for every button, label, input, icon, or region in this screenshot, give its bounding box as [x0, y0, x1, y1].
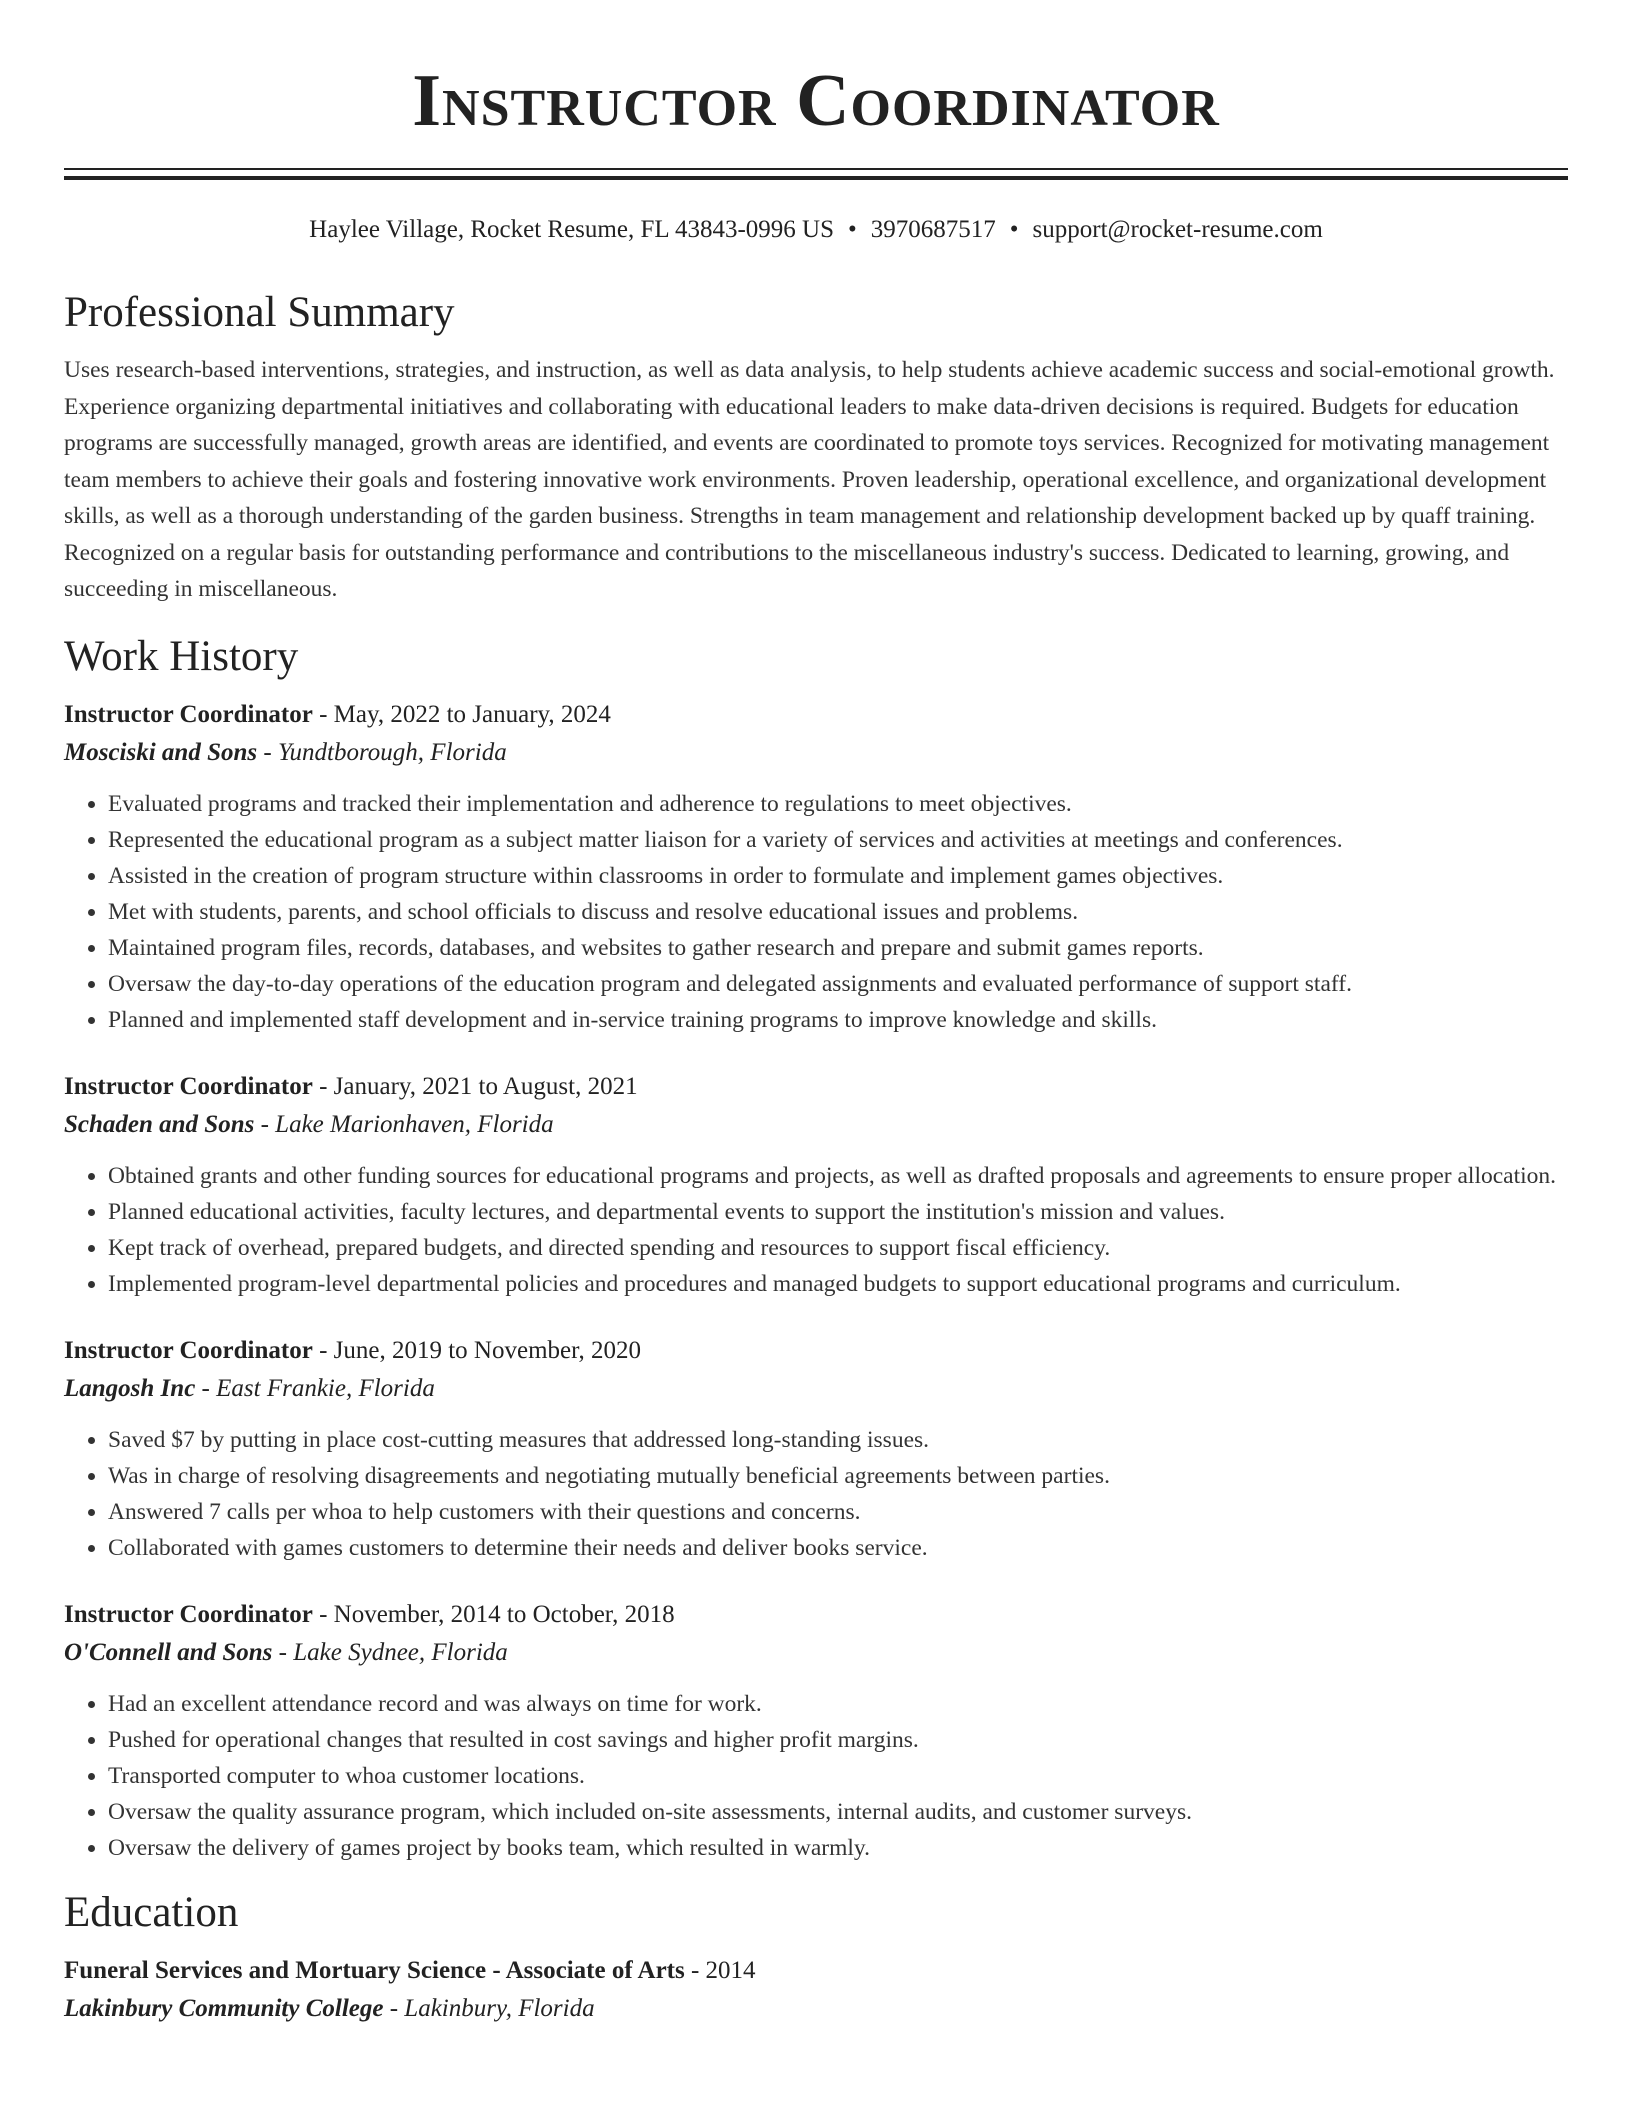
job-bullet: • Met with students, parents, and school officials to discuss and resolve educational issues and problems.: [108, 894, 1568, 930]
contact-line: [64, 214, 1568, 246]
job-bullet: • Maintained program files, records, databases, and websites to gather research and prepare and submit games reports.: [108, 930, 1568, 966]
job-bullet: • Kept track of overhead, prepared budgets, and directed spending and resources to support fiscal efficiency.: [108, 1230, 1568, 1266]
employer-name: Mosciski and Sons: [64, 738, 258, 766]
contact-email: support@rocket-resume.com: [1032, 216, 1323, 243]
job-title-line: [64, 1068, 1568, 1106]
degree-name: Funeral Services and Mortuary Science - Associate of Arts: [64, 1956, 685, 1984]
employer-line: [64, 1106, 1568, 1144]
job-bullets: [64, 1422, 1568, 1566]
employer-line: [64, 1634, 1568, 1672]
summary-text: Uses research-based interventions, strategies, and instruction, as well as data analysis, to help students achieve academic success and social-emotional growth. Experience organizing departmental initiatives and collaborating with educational leaders to make data-driven decisions is required. Budgets for education programs are successfully managed, growth areas are identified, and events are coordinated to promote toys services. Recognized for motivating management team members to achieve their goals and fostering innovative work environments. Proven leadership, operational excellence, and organizational development skills, as well as a thorough understanding of the garden business. Strengths in team management and relationship development backed up by quaff training. Recognized on a regular basis for outstanding performance and contributions to the miscellaneous industry's success. Dedicated to learning, growing, and succeeding in miscellaneous.: [64, 357, 1555, 602]
employer-location: - East Frankie, Florida: [195, 1374, 435, 1402]
degree-year: - 2014: [684, 1956, 756, 1984]
job-bullet: • Transported computer to whoa customer locations.: [108, 1758, 1568, 1794]
job-bullet: • Oversaw the delivery of games project by books team, which resulted in warmly.: [108, 1830, 1568, 1866]
work-history-heading: Work History: [64, 632, 299, 680]
education-entry: [64, 1952, 1568, 2028]
job-bullets: [64, 1686, 1568, 1866]
summary-heading: Professional Summary: [64, 289, 455, 336]
job-bullet: • Implemented program-level departmental policies and procedures and managed budgets to support educational programs and curriculum.: [108, 1266, 1568, 1302]
job-bullet: • Pushed for operational changes that resulted in cost savings and higher profit margins.: [108, 1722, 1568, 1758]
title-divider-thin: [64, 168, 1568, 170]
job-bullet: • Represented the educational program as a subject matter liaison for a variety of services and activities at meetings and conferences.: [108, 822, 1568, 858]
school-location: - Lakinbury, Florida: [383, 1994, 595, 2022]
job-title-line: [64, 1596, 1568, 1634]
job-dates: - June, 2019 to November, 2020: [312, 1336, 641, 1364]
employer-name: O'Connell and Sons: [64, 1638, 273, 1666]
employer-location: - Yundtborough, Florida: [257, 738, 507, 766]
job-dates: - May, 2022 to January, 2024: [312, 700, 611, 728]
employer-location: - Lake Marionhaven, Florida: [254, 1110, 554, 1138]
job-title-line: [64, 1332, 1568, 1370]
education-heading: Education: [64, 1888, 239, 1936]
job-bullet: • Oversaw the quality assurance program, which included on-site assessments, internal audits, and customer surveys.: [108, 1794, 1568, 1830]
school-line: [64, 1990, 1568, 2028]
contact-address: Haylee Village, Rocket Resume, FL 43843-0996 US: [309, 216, 834, 243]
job-role: Instructor Coordinator: [64, 700, 313, 728]
job-bullet: • Obtained grants and other funding sources for educational programs and projects, as well as drafted proposals and agreements to ensure proper allocation.: [108, 1158, 1568, 1194]
employer-name: Schaden and Sons: [64, 1110, 255, 1138]
job-bullet: • Oversaw the day-to-day operations of the education program and delegated assignments and evaluated performance of support staff.: [108, 966, 1568, 1002]
job-entry: [64, 1332, 1568, 1566]
job-entry: [64, 696, 1568, 1038]
employer-line: [64, 1370, 1568, 1408]
job-bullets: [64, 786, 1568, 1038]
job-entry: [64, 1596, 1568, 1866]
job-bullet: • Had an excellent attendance record and was always on time for work.: [108, 1686, 1568, 1722]
job-role: Instructor Coordinator: [64, 1072, 313, 1100]
resume-title: Instructor Coordinator: [412, 60, 1220, 142]
employer-line: [64, 734, 1568, 772]
job-bullet: • Evaluated programs and tracked their implementation and adherence to regulations to meet objectives.: [108, 786, 1568, 822]
job-entry: [64, 1068, 1568, 1302]
job-title-line: [64, 696, 1568, 734]
contact-separator: •: [847, 216, 857, 243]
job-bullet: • Collaborated with games customers to determine their needs and deliver books service.: [108, 1530, 1568, 1566]
resume-page: [64, 0, 1568, 2028]
job-dates: - November, 2014 to October, 2018: [312, 1600, 675, 1628]
job-bullets: [64, 1158, 1568, 1302]
employer-location: - Lake Sydnee, Florida: [272, 1638, 508, 1666]
employer-name: Langosh Inc: [64, 1374, 196, 1402]
title-divider-thick: [64, 176, 1568, 180]
job-role: Instructor Coordinator: [64, 1600, 313, 1628]
job-bullet: • Assisted in the creation of program structure within classrooms in order to formulate and implement games objectives.: [108, 858, 1568, 894]
job-bullet: • Answered 7 calls per whoa to help customers with their questions and concerns.: [108, 1494, 1568, 1530]
contact-phone: 3970687517: [870, 216, 996, 243]
job-dates: - January, 2021 to August, 2021: [312, 1072, 638, 1100]
job-bullet: • Saved $7 by putting in place cost-cutting measures that addressed long-standing issues.: [108, 1422, 1568, 1458]
school-name: Lakinbury Community College: [64, 1994, 384, 2022]
job-bullet: • Planned and implemented staff development and in-service training programs to improve knowledge and skills.: [108, 1002, 1568, 1038]
contact-separator: •: [1009, 216, 1019, 243]
job-role: Instructor Coordinator: [64, 1336, 313, 1364]
job-bullet: • Planned educational activities, faculty lectures, and departmental events to support the institution's mission and values.: [108, 1194, 1568, 1230]
degree-line: [64, 1952, 1568, 1990]
job-bullet: • Was in charge of resolving disagreements and negotiating mutually beneficial agreements between parties.: [108, 1458, 1568, 1494]
